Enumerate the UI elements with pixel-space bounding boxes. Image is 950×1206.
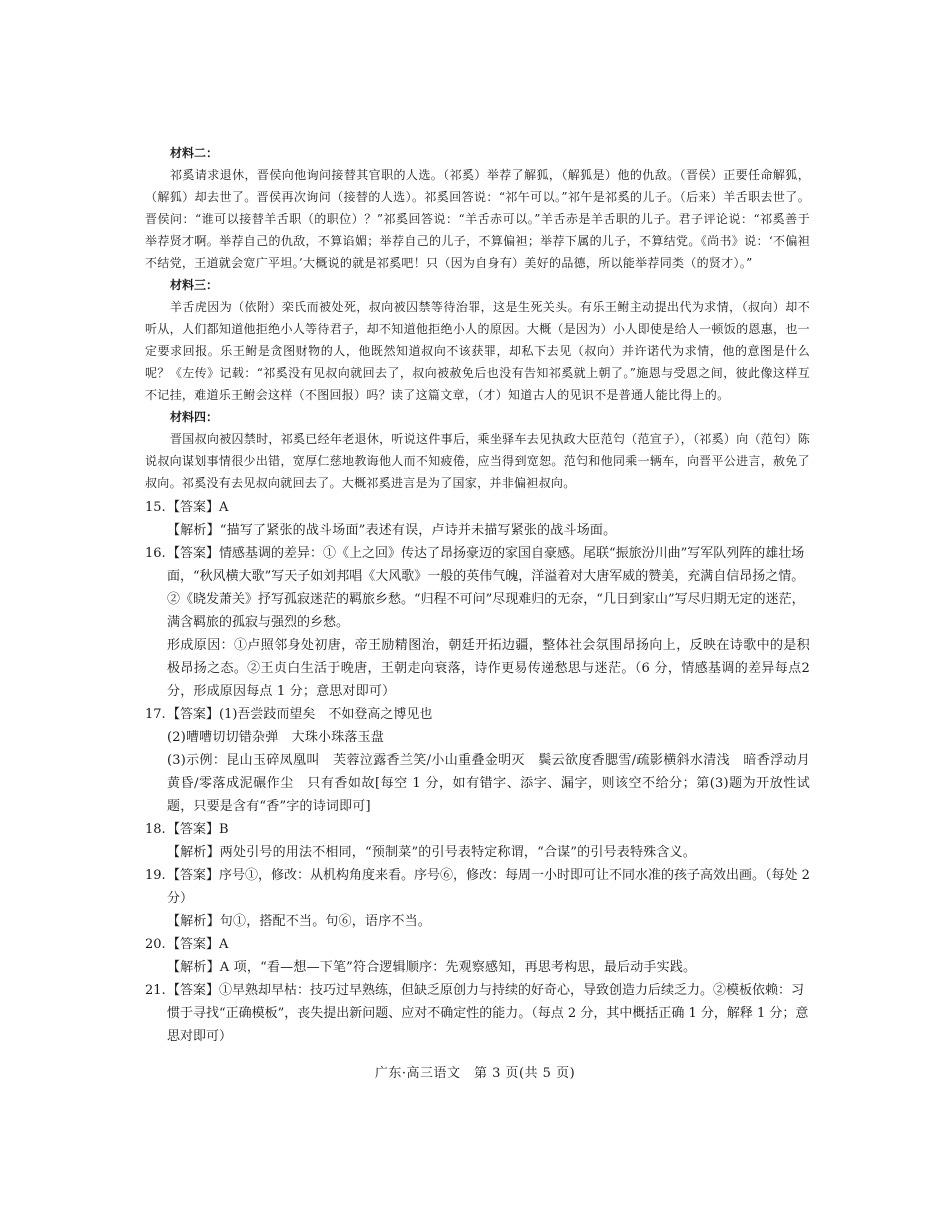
material-4: [145, 406, 810, 494]
question-number: 19.: [145, 868, 166, 883]
material-heading: 材料二：: [170, 146, 219, 160]
answer-line: 【答案】序号①，修改：从机构角度来看。序号⑥，修改：每周一小时即可让不同水准的孩子高效出画。（每处 2 分）: [167, 868, 810, 906]
analysis-line: 【解析】两处引号的用法不相同，“预制菜”的引号表特定称谓，“合谋”的引号表特殊含义。: [167, 845, 696, 860]
answer-line: 【答案】B: [167, 822, 229, 837]
question-18: [145, 818, 810, 864]
question-number: 20.: [145, 937, 166, 952]
analysis-line: 【解析】A 项，“看—想—下笔”符合逻辑顺序：先观察感知，再思考构思，最后动手实践。: [167, 960, 697, 975]
page-footer: 广东·高三语文 第 3 页(共 5 页): [374, 1066, 576, 1081]
material-text: 晋国叔向被囚禁时，祁奚已经年老退休，听说这件事后，乘坐驿车去见执政大臣范匄（范宣子），（祁奚）向（范匄）陈说叔向谋划事情很少出错，宽厚仁慈地教诲他人而不知疲倦，应当得到宽恕。范匄和他同乘一辆车，向晋平公进言，赦免了叔向。祁奚没有去见叔向就回去了。大概祁奚进言是为了国家，并非偏袒叔向。: [145, 432, 810, 490]
material-text: 羊舌虎因为（依附）栾氏而被处死，叔向被囚禁等待治罪，这是生死关头。有乐王鲋主动提出代为求情，（叔向）却不听从，人们都知道他拒绝小人等待君子，却不知道他拒绝小人的原因。大概（是因为）小人即使是给人一顿饭的恩惠，也一定要求回报。乐王鲋是贪图财物的人，他既然知道叔向不该获罪，却私下去见（叔向）并许诺代为求情，他的意图是什么呢？《左传》记载：“祁奚没有见叔向就回去了，叔向被赦免后也没有告知祁奚就上朝了。”施恩与受恩之间，彼此像这样互不记挂，难道乐王鲋会这样（不图回报）吗？读了这篇文章，（才）知道古人的见识不是普通人能比得上的。: [145, 300, 810, 402]
question-15: [145, 496, 810, 542]
question-17: [145, 703, 810, 818]
question-number: 16.: [145, 546, 166, 561]
answer-content: [145, 142, 810, 1048]
answer-line: 【答案】①早熟却早枯：技巧过早熟练，但缺乏原创力与持续的好奇心，导致创造力后续乏力。②模板依赖：习惯于寻找“正确模板”，丧失提出新问题、应对不确定性的能力。（每点 2 分，其中概括正确 1 分，解释 1 分；意思对即可）: [167, 983, 809, 1044]
analysis-line: 【解析】句①，搭配不当。句⑥，语序不当。: [167, 914, 432, 929]
question-number: 15.: [145, 500, 166, 515]
material-heading: 材料三：: [170, 278, 219, 292]
question-21: [145, 979, 810, 1048]
answer-line: 【答案】A: [167, 937, 229, 952]
question-number: 21.: [145, 983, 166, 998]
material-heading: 材料四：: [170, 410, 219, 424]
question-number: 17.: [145, 707, 166, 722]
answer-line: 【答案】(1)吾尝跂而望矣 不如登高之博见也: [167, 707, 433, 722]
question-19: [145, 864, 810, 933]
material-3: [145, 274, 810, 406]
question-number: 18.: [145, 822, 166, 837]
answer-line: 【答案】A: [167, 500, 229, 515]
answer-line: 【答案】情感基调的差异：①《上之回》传达了昂扬豪迈的家国自豪感。尾联“振旅汾川曲”写军队列阵的雄壮场面，“秋风横大歌”写天子如刘邦唱《大风歌》一般的英伟气魄，洋溢着对大唐军威的赞美，充满自信昂扬之情。②《晓发萧关》抒写孤寂迷茫的羁旅乡愁。“归程不可问”尽现难归的无奈，“几日到家山”写尽归期无定的迷茫，满含羁旅的孤寂与强烈的乡愁。: [167, 546, 805, 630]
answer-line: (3)示例：昆山玉碎凤凰叫 芙蓉泣露香兰笑/小山重叠金明灭 鬓云欲度香腮雪/疏影横斜水清浅 暗香浮动月黄昏/零落成泥碾作尘 只有香如故[每空 1 分，如有错字、添字、漏字，则该空不给分；第(3)题为开放性试题，只要是含有“香”字的诗词即可]: [167, 753, 810, 814]
question-16: [145, 542, 810, 703]
material-text: 祁奚请求退休，晋侯向他询问接替其官职的人选。（祁奚）举荐了解狐，（解狐是）他的仇敌。（晋侯）正要任命解狐，（解狐）却去世了。晋侯再次询问（接替的人选）。祁奚回答说：“祁午可以。”祁午是祁奚的儿子。（后来）羊舌职去世了。晋侯问：“谁可以接替羊舌职（的职位）？”祁奚回答说：“羊舌赤可以。”羊舌赤是羊舌职的儿子。君子评论说：“祁奚善于举荐贤才啊。举荐自己的仇敌，不算谄媚；举荐自己的儿子，不算偏袒；举荐下属的儿子，不算结党。《尚书》说：‘不偏袒不结党，王道就会宽广平坦。’大概说的就是祁奚吧！只（因为自身有）美好的品德，所以能举荐同类（的贤才）。”: [145, 168, 810, 270]
analysis-line: 【解析】“描写了紧张的战斗场面”表述有误，卢诗并未描写紧张的战斗场面。: [167, 523, 617, 538]
question-20: [145, 933, 810, 979]
material-2: [145, 142, 810, 274]
answer-line: (2)嘈嘈切切错杂弹 大珠小珠落玉盘: [167, 730, 385, 745]
analysis-line: 形成原因：①卢照邻身处初唐，帝王励精图治，朝廷开拓边疆，整体社会氛围昂扬向上，反映在诗歌中的是积极昂扬之态。②王贞白生活于晚唐，王朝走向衰落，诗作更易传递愁思与迷茫。（6 分，情感基调的差异每点2 分，形成原因每点 1 分；意思对即可）: [167, 638, 810, 699]
